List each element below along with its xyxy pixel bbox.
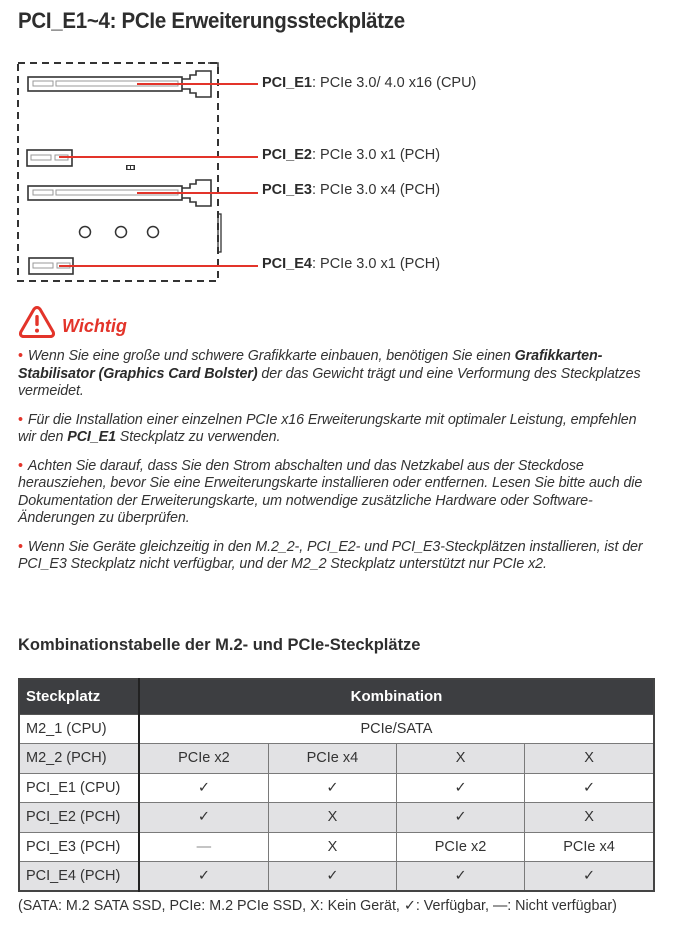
bullet-text: Achten Sie darauf, dass Sie den Strom abschalten und das Netzkabel aus der Steckdose herausziehen, bevor Sie eine Erweiterungskarte installieren oder entfernen. Lesen Sie bitte auch die Dokumentation der Erweiterungskarte, um notwendige zusätzliche Hardware oder Software-Änderungen zu überprüfen.	[18, 457, 643, 526]
table-title: Kombinationstabelle der M.2- und PCIe-Steckplätze	[18, 636, 421, 654]
slot-name: PCI_E3	[262, 182, 312, 198]
bullet-dot: •	[18, 348, 23, 364]
header-slot: Steckplatz	[19, 679, 139, 714]
table-row	[19, 714, 654, 744]
warning-bullet	[18, 539, 658, 574]
slot-name: PCI_E4	[262, 256, 312, 272]
slot-label-pci-e3	[262, 182, 440, 198]
table-row	[19, 803, 654, 833]
row-cell: X	[525, 803, 654, 833]
bullet-dot: •	[18, 411, 23, 428]
pcie-slot-diagram	[0, 55, 260, 295]
slot-desc: : PCIe 3.0 x1 (PCH)	[311, 256, 441, 272]
page-title: PCI_E1~4: PCIe Erweiterungssteckplätze	[18, 8, 405, 33]
warning-header	[18, 304, 658, 340]
table-footnote: (SATA: M.2 SATA SSD, PCIe: M.2 PCIe SSD, X: Kein Gerät, ✓: Verfügbar, —: Nicht verfügbar)	[18, 898, 617, 914]
row-cell: ✓	[139, 803, 268, 833]
row-slot: PCI_E3 (PCH)	[19, 832, 139, 862]
table-row	[19, 744, 654, 774]
table-row	[19, 832, 654, 862]
row-cell: —	[139, 832, 268, 862]
row-cell: PCIe x2	[139, 744, 268, 774]
table-row	[19, 773, 654, 803]
bullet-dot: •	[18, 538, 23, 555]
header-combination: Kombination	[139, 679, 654, 714]
bullet-text: der das Gewicht trägt und eine Verformung des Steckplatzes vermeidet.	[18, 365, 641, 399]
row-slot: PCI_E4 (PCH)	[19, 862, 139, 892]
row-cell: ✓	[139, 773, 268, 803]
row-cell: PCIe x4	[525, 832, 654, 862]
slot-label-pci-e1	[262, 75, 476, 91]
warning-bullet	[18, 458, 658, 528]
row-cell: ✓	[268, 862, 396, 892]
side-connector-shape	[218, 214, 221, 252]
mounting-holes	[80, 227, 159, 238]
bullet-text: Wenn Sie Geräte gleichzeitig in den M.2_2-, PCI_E2- und PCI_E3-Steckplätzen installieren, ist der PCI_E3 Steckplatz nicht verfügbar, und der M2_2 Steckplatz unterstützt nur PCIe x2.	[18, 538, 643, 572]
row-cell: PCIe x2	[396, 832, 524, 862]
warning-title: Wichtig	[62, 315, 127, 336]
bullet-bold-text: PCI_E1	[67, 429, 116, 445]
bullet-text: Für die Installation einer einzelnen PCIe x16 Erweiterungskarte mit optimaler Leistung, empfehlen wir den	[18, 411, 637, 445]
bullet-text: Wenn Sie eine große und schwere Grafikkarte einbauen, benötigen Sie einen	[27, 348, 515, 364]
row-slot: PCI_E2 (PCH)	[19, 803, 139, 833]
table-header-row	[19, 679, 654, 714]
table-row	[19, 862, 654, 892]
slot-desc: : PCIe 3.0 x4 (PCH)	[311, 182, 441, 198]
bullet-bold-text: Grafikkarten-Stabilisator (Graphics Card Bolster)	[18, 348, 603, 382]
row-cell: PCIe/SATA	[139, 714, 654, 744]
row-cell: ✓	[396, 803, 524, 833]
row-cell: X	[396, 744, 524, 774]
jumper-shape	[126, 165, 135, 170]
slot-label-pci-e2	[262, 147, 440, 163]
row-cell: ✓	[525, 773, 654, 803]
warning-bullet	[18, 412, 658, 447]
slot-desc: : PCIe 3.0 x1 (PCH)	[311, 147, 441, 163]
bullet-dot: •	[18, 457, 23, 474]
board-outline	[18, 63, 218, 281]
bullet-text: Steckplatz zu verwenden.	[115, 429, 281, 445]
row-slot: M2_2 (PCH)	[19, 744, 139, 774]
row-slot: M2_1 (CPU)	[19, 714, 139, 744]
row-cell: PCIe x4	[268, 744, 396, 774]
row-cell: X	[525, 744, 654, 774]
combination-table	[18, 678, 655, 892]
slot-desc: : PCIe 3.0/ 4.0 x16 (CPU)	[311, 75, 477, 91]
slot-name: PCI_E1	[262, 75, 312, 91]
warning-triangle-icon	[18, 305, 56, 339]
slot-label-pci-e4	[262, 256, 440, 272]
leader-lines	[59, 84, 258, 266]
warning-bullets	[18, 348, 658, 574]
warning-bullet	[18, 348, 658, 401]
slot-name: PCI_E2	[262, 147, 312, 163]
row-cell: ✓	[396, 773, 524, 803]
row-cell: ✓	[396, 862, 524, 892]
row-cell: X	[268, 803, 396, 833]
row-cell: ✓	[525, 862, 654, 892]
row-cell: ✓	[139, 862, 268, 892]
row-slot: PCI_E1 (CPU)	[19, 773, 139, 803]
row-cell: ✓	[268, 773, 396, 803]
warning-box	[18, 304, 658, 585]
row-cell: X	[268, 832, 396, 862]
